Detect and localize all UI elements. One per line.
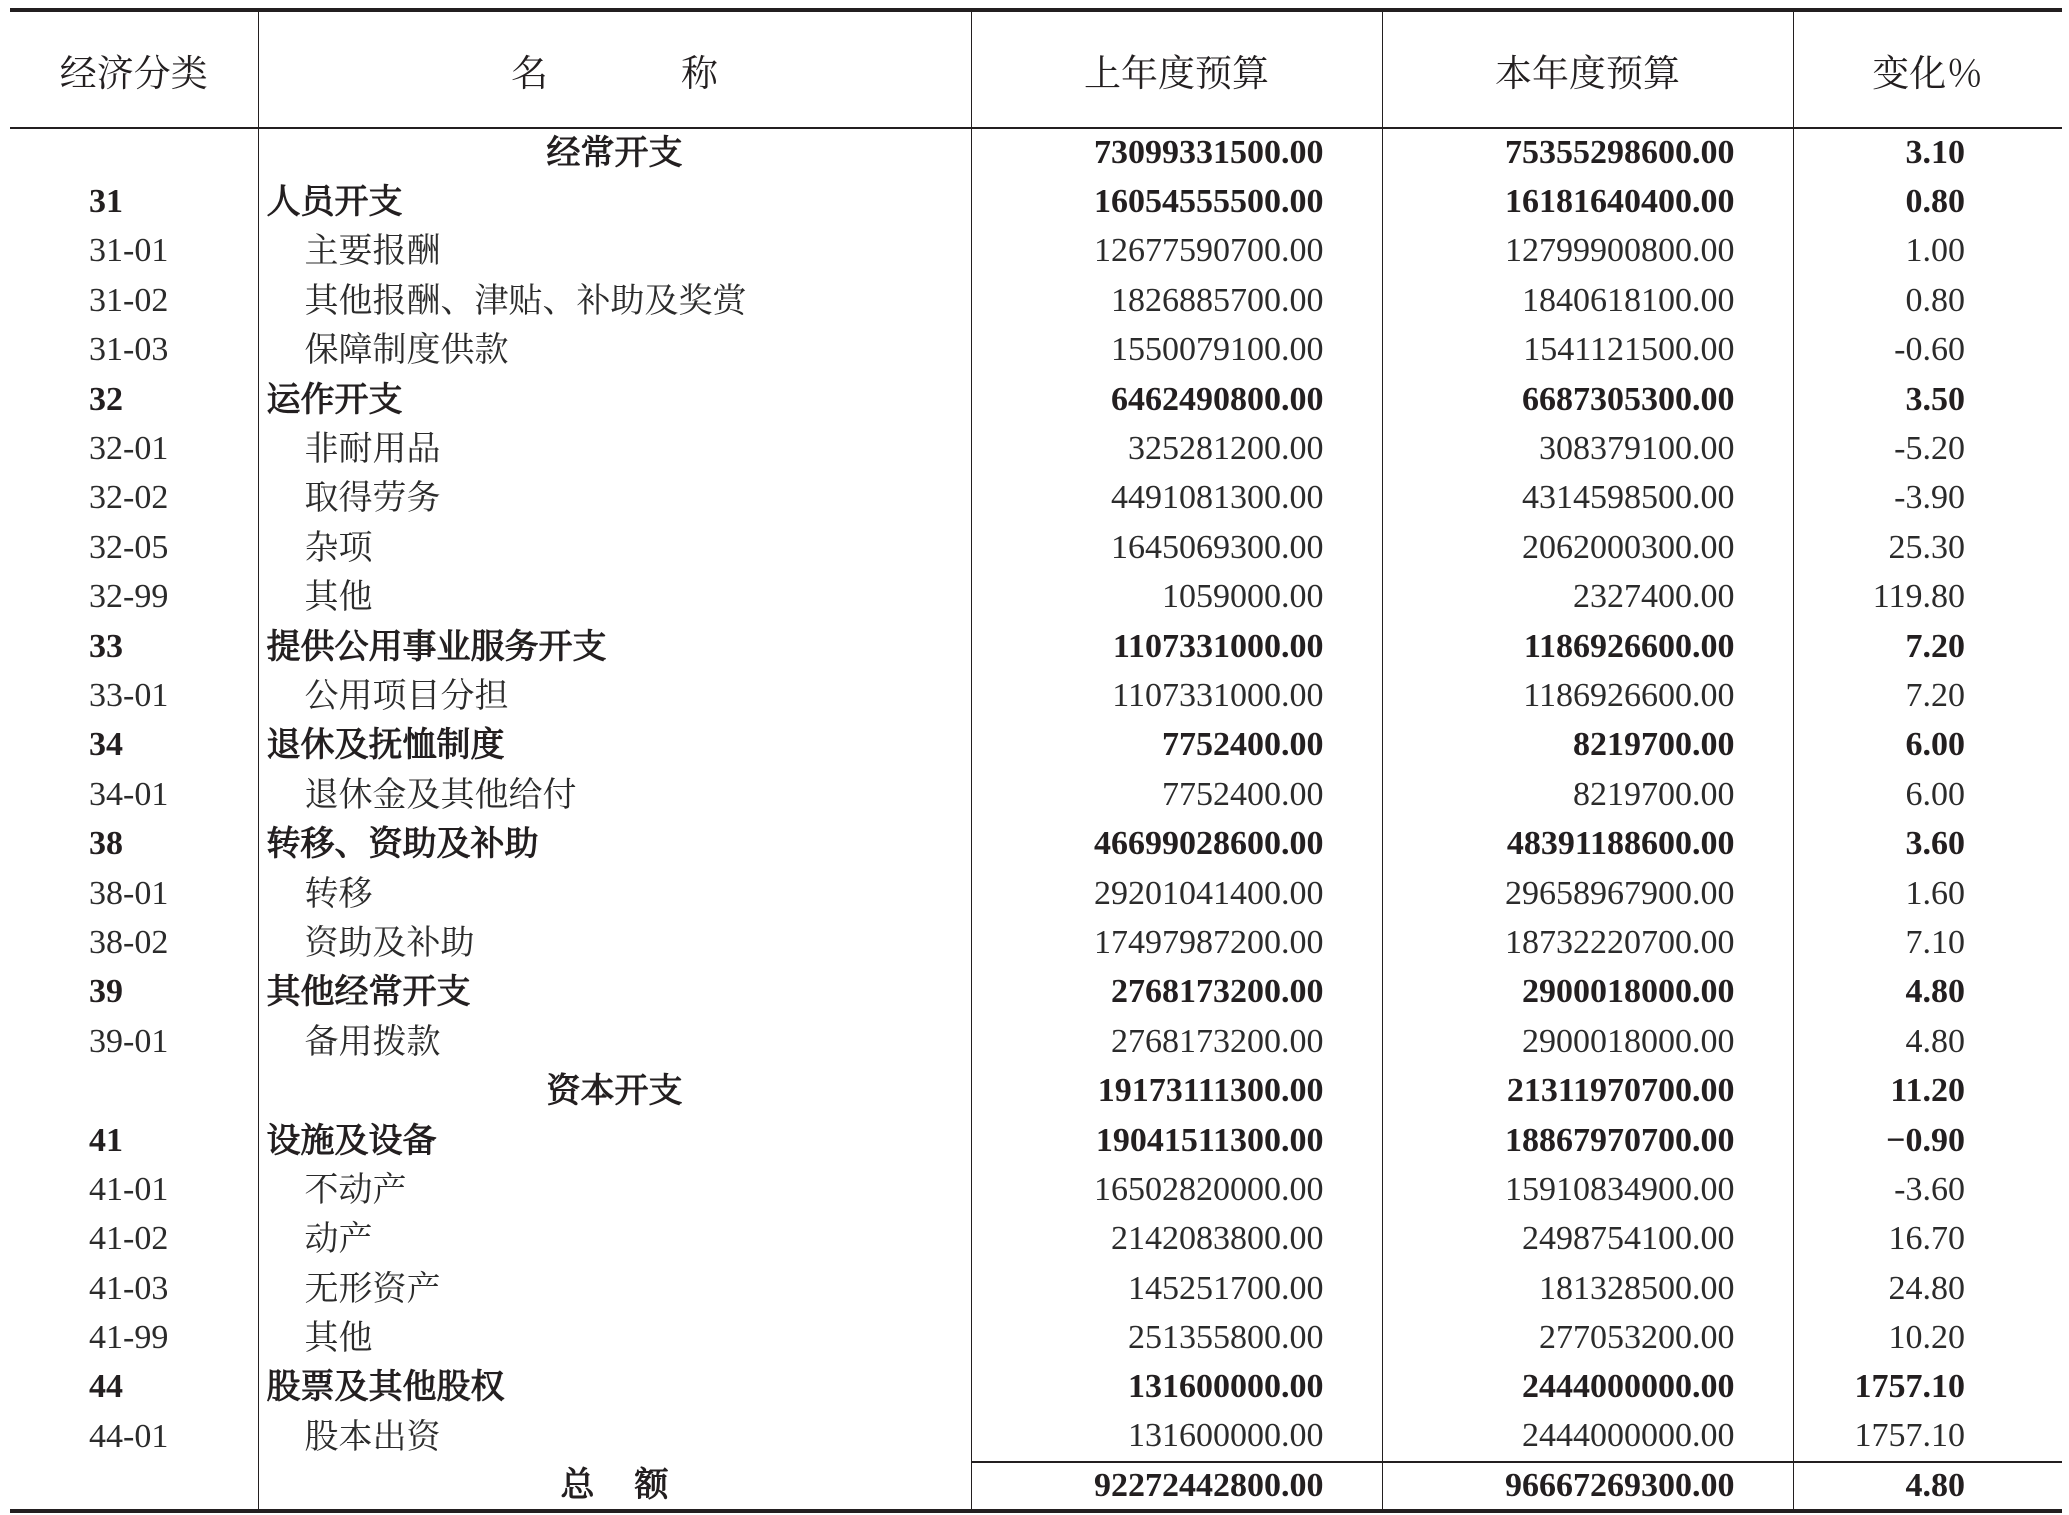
total-row [10,1462,2062,1511]
table-row [10,474,2062,523]
row-name: 运作开支 [258,375,971,424]
row-change: -3.60 [1793,1165,2062,1214]
row-code: 31-01 [89,232,169,270]
row-prev-budget: 4491081300.00 [971,474,1382,523]
row-name: 其他 [258,1313,971,1362]
table-row [10,721,2062,770]
row-prev-budget: 325281200.00 [971,424,1382,473]
header-economic-classification: 经济分类 [10,10,258,128]
row-prev-budget: 145251700.00 [971,1264,1382,1313]
row-code: 33 [89,627,123,665]
row-prev-budget: 1059000.00 [971,573,1382,622]
table-row [10,968,2062,1017]
row-code [10,128,258,177]
total-code [10,1462,258,1511]
row-change: 11.20 [1793,1066,2062,1115]
row-name: 杂项 [258,523,971,572]
table-row [10,326,2062,375]
row-prev-budget: 6462490800.00 [971,375,1382,424]
row-change: 3.60 [1793,819,2062,868]
table-row [10,1116,2062,1165]
row-prev-budget: 1826885700.00 [971,276,1382,325]
row-prev-budget: 2142083800.00 [971,1215,1382,1264]
row-change: 6.00 [1793,721,2062,770]
table-row [10,424,2062,473]
table-row [10,227,2062,276]
row-name: 主要报酬 [258,227,971,276]
row-code: 32-01 [89,430,169,468]
row-curr-budget: 6687305300.00 [1382,375,1793,424]
row-name: 无形资产 [258,1264,971,1313]
row-code: 44-01 [89,1417,169,1455]
header-row [10,10,2062,128]
row-curr-budget: 4314598500.00 [1382,474,1793,523]
row-prev-budget: 131600000.00 [971,1412,1382,1461]
row-name: 保障制度供款 [258,326,971,375]
row-code: 31-03 [89,331,169,369]
table-row [10,1412,2062,1461]
total-label: 总额 [258,1462,971,1511]
row-name: 其他经常开支 [258,968,971,1017]
row-prev-budget: 12677590700.00 [971,227,1382,276]
row-code: 38-02 [89,923,169,961]
row-name: 公用项目分担 [258,671,971,720]
row-curr-budget: 75355298600.00 [1382,128,1793,177]
table-row [10,1066,2062,1115]
row-name: 人员开支 [258,177,971,226]
row-name: 设施及设备 [258,1116,971,1165]
row-prev-budget: 19173111300.00 [971,1066,1382,1115]
row-code: 41-03 [89,1269,169,1307]
row-name: 退休及抚恤制度 [258,721,971,770]
row-curr-budget: 2498754100.00 [1382,1215,1793,1264]
row-name: 其他报酬、津贴、补助及奖赏 [258,276,971,325]
row-name: 资助及补助 [258,918,971,967]
row-curr-budget: 277053200.00 [1382,1313,1793,1362]
row-curr-budget: 15910834900.00 [1382,1165,1793,1214]
row-change: 1.00 [1793,227,2062,276]
table-row [10,869,2062,918]
header-name: 名 称 [258,10,971,128]
row-code: 34-01 [89,775,169,813]
row-curr-budget: 1541121500.00 [1382,326,1793,375]
table-row [10,1363,2062,1412]
row-code: 41 [89,1121,123,1159]
row-curr-budget: 18867970700.00 [1382,1116,1793,1165]
row-code: 32-02 [89,479,169,517]
row-prev-budget: 1107331000.00 [971,622,1382,671]
header-curr-budget: 本年度预算 [1382,10,1793,128]
table-row [10,918,2062,967]
row-change: -0.60 [1793,326,2062,375]
row-curr-budget: 2900018000.00 [1382,1017,1793,1066]
table-row [10,1017,2062,1066]
row-change: -5.20 [1793,424,2062,473]
row-name: 动产 [258,1215,971,1264]
row-name: 股票及其他股权 [258,1363,971,1412]
row-name: 取得劳务 [258,474,971,523]
table-row [10,177,2062,226]
table-row [10,375,2062,424]
table-row [10,1215,2062,1264]
row-prev-budget: 29201041400.00 [971,869,1382,918]
row-code: 31 [89,183,123,221]
table-body [10,128,2062,1511]
row-code: 44 [89,1368,123,1406]
table-row [10,819,2062,868]
table-row [10,128,2062,177]
row-code: 41-99 [89,1319,169,1357]
row-prev-budget: 2768173200.00 [971,968,1382,1017]
row-change: 119.80 [1793,573,2062,622]
table-row [10,573,2062,622]
row-change: −0.90 [1793,1116,2062,1165]
table-row [10,276,2062,325]
row-code [10,1066,258,1115]
row-prev-budget: 16054555500.00 [971,177,1382,226]
row-code: 31-02 [89,281,169,319]
header-change: 变化％ [1793,10,2062,128]
row-curr-budget: 2327400.00 [1382,573,1793,622]
row-change: 0.80 [1793,177,2062,226]
row-code: 41-01 [89,1170,169,1208]
row-name: 备用拨款 [258,1017,971,1066]
row-change: 6.00 [1793,770,2062,819]
row-name: 资本开支 [258,1066,971,1115]
row-name: 转移、资助及补助 [258,819,971,868]
row-curr-budget: 308379100.00 [1382,424,1793,473]
row-code: 41-02 [89,1220,169,1258]
row-name: 非耐用品 [258,424,971,473]
row-code: 39-01 [89,1022,169,1060]
row-code: 33-01 [89,676,169,714]
row-change: 0.80 [1793,276,2062,325]
row-prev-budget: 1107331000.00 [971,671,1382,720]
row-change: 4.80 [1793,968,2062,1017]
row-code: 34 [89,726,123,764]
row-change: 16.70 [1793,1215,2062,1264]
row-change: 4.80 [1793,1017,2062,1066]
row-change: 25.30 [1793,523,2062,572]
row-prev-budget: 131600000.00 [971,1363,1382,1412]
row-curr-budget: 21311970700.00 [1382,1066,1793,1115]
total-curr-budget: 96667269300.00 [1382,1462,1793,1511]
row-curr-budget: 2900018000.00 [1382,968,1793,1017]
row-change: 1757.10 [1793,1412,2062,1461]
row-curr-budget: 1186926600.00 [1382,622,1793,671]
row-change: 1757.10 [1793,1363,2062,1412]
row-curr-budget: 18732220700.00 [1382,918,1793,967]
row-change: 7.10 [1793,918,2062,967]
table-row [10,523,2062,572]
row-prev-budget: 1645069300.00 [971,523,1382,572]
row-curr-budget: 2444000000.00 [1382,1363,1793,1412]
row-code: 39 [89,973,123,1011]
row-change: 3.50 [1793,375,2062,424]
table-row [10,1313,2062,1362]
row-change: 3.10 [1793,128,2062,177]
row-code: 38 [89,825,123,863]
row-prev-budget: 2768173200.00 [971,1017,1382,1066]
row-name: 经常开支 [258,128,971,177]
row-name: 不动产 [258,1165,971,1214]
row-curr-budget: 2444000000.00 [1382,1412,1793,1461]
row-change: 1.60 [1793,869,2062,918]
row-prev-budget: 16502820000.00 [971,1165,1382,1214]
row-curr-budget: 29658967900.00 [1382,869,1793,918]
row-change: 7.20 [1793,671,2062,720]
row-prev-budget: 7752400.00 [971,770,1382,819]
row-code: 38-01 [89,874,169,912]
total-prev-budget: 92272442800.00 [971,1462,1382,1511]
row-prev-budget: 7752400.00 [971,721,1382,770]
row-curr-budget: 2062000300.00 [1382,523,1793,572]
row-change: 7.20 [1793,622,2062,671]
table-header [10,10,2062,128]
row-prev-budget: 17497987200.00 [971,918,1382,967]
row-change: 10.20 [1793,1313,2062,1362]
row-curr-budget: 1840618100.00 [1382,276,1793,325]
budget-table [10,8,2062,1513]
header-prev-budget: 上年度预算 [971,10,1382,128]
row-name: 股本出资 [258,1412,971,1461]
row-name: 转移 [258,869,971,918]
row-prev-budget: 251355800.00 [971,1313,1382,1362]
row-curr-budget: 1186926600.00 [1382,671,1793,720]
row-change: 24.80 [1793,1264,2062,1313]
row-prev-budget: 73099331500.00 [971,128,1382,177]
row-prev-budget: 46699028600.00 [971,819,1382,868]
row-name: 其他 [258,573,971,622]
row-name: 提供公用事业服务开支 [258,622,971,671]
row-prev-budget: 19041511300.00 [971,1116,1382,1165]
row-curr-budget: 16181640400.00 [1382,177,1793,226]
table-row [10,1264,2062,1313]
table-row [10,622,2062,671]
row-prev-budget: 1550079100.00 [971,326,1382,375]
row-curr-budget: 8219700.00 [1382,770,1793,819]
row-code: 32-05 [89,528,169,566]
table-row [10,671,2062,720]
row-curr-budget: 8219700.00 [1382,721,1793,770]
row-code: 32 [89,380,123,418]
table-row [10,1165,2062,1214]
table-row [10,770,2062,819]
row-change: -3.90 [1793,474,2062,523]
row-curr-budget: 48391188600.00 [1382,819,1793,868]
total-change: 4.80 [1793,1462,2062,1511]
row-name: 退休金及其他给付 [258,770,971,819]
row-curr-budget: 181328500.00 [1382,1264,1793,1313]
row-curr-budget: 12799900800.00 [1382,227,1793,276]
row-code: 32-99 [89,578,169,616]
